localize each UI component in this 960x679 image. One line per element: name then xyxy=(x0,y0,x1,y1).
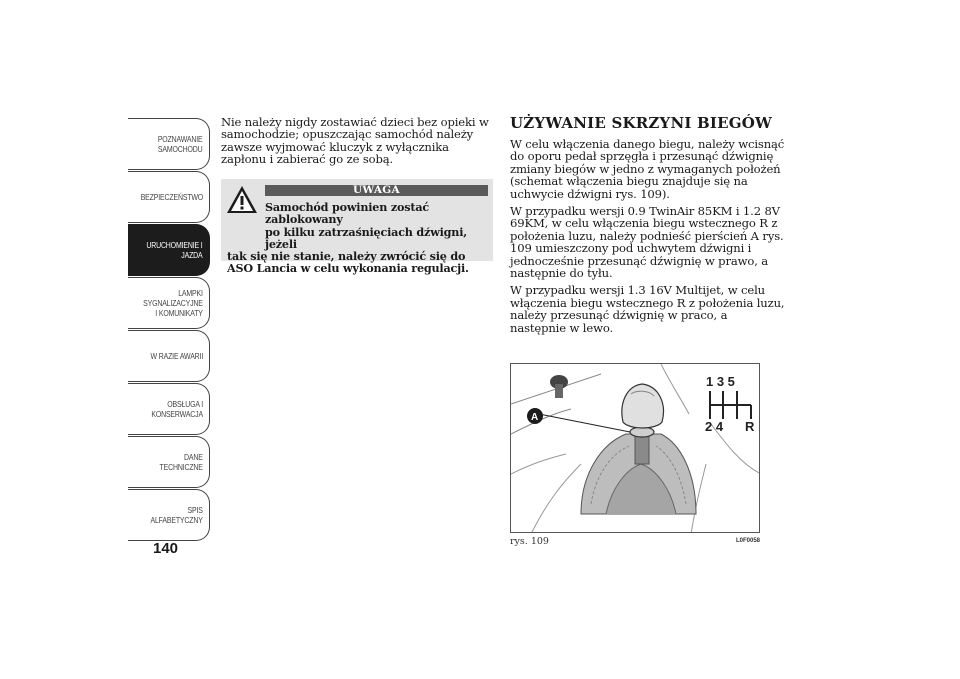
warning-title: UWAGA xyxy=(265,185,488,196)
tab-uruchomienie-i-jazda[interactable]: URUCHOMIENIE I JAZDA xyxy=(128,224,210,276)
gearbox-paragraph-3: W przypadku wersji 1.3 16V Multijet, w celu włączenia biegu wstecznego R z położenia luzu, należy przesunąć dźwignię w praco, a następnie w lewo. xyxy=(510,283,785,335)
gear-pattern-diagram xyxy=(710,391,751,419)
ring-a-label: A xyxy=(531,412,539,423)
tab-obsluga-i-konserwacja[interactable]: OBSŁUGA I KONSERWACJA xyxy=(128,383,210,435)
gearbox-paragraph-2: W przypadku wersji 0.9 TwinAir 85KM i 1.2 8V 69KM, w celu włączenia biegu wstecznego R z położenia luzu, należy podnieść pierścień A rys. 109 umieszczony pod uchwytem dźwigni i jednocześnie przesunąć dźwignię w prawo, a następnie do tyłu. xyxy=(510,204,784,281)
gearbox-instructions xyxy=(510,138,785,339)
warning-text: Samochód powinien zostać zablokowany po kilku zatrzaśnięciach dźwigni, jeżeli tak się nie stanie, należy zwrócić się do ASO Lancia w celu wykonania regulacji. xyxy=(227,200,469,276)
gear-lever-drawing xyxy=(511,364,760,533)
tab-spis-alfabetyczny[interactable]: SPIS ALFABETYCZNY xyxy=(128,489,210,541)
gear-reverse-label: R xyxy=(745,419,755,434)
child-safety-paragraph: Nie należy nigdy zostawiać dzieci bez opieki w samochodzie; opuszczając samochód należy zawsze wyjmować kluczyk z wyłącznika zapłonu i zabierać go ze sobą. xyxy=(221,115,489,167)
warning-box xyxy=(221,179,493,276)
tab-lampki-sygnalizacyjne[interactable]: LAMPKI SYGNALIZACYJNE I KOMUNIKATY xyxy=(128,277,210,329)
tab-poznawanie-samochodu[interactable]: POZNAWANIE SAMOCHODU xyxy=(128,118,210,170)
section-heading: UŻYWANIE SKRZYNI BIEGÓW xyxy=(510,114,773,132)
gear-lever-illustration xyxy=(510,363,760,533)
gear-top-label: 1 3 5 xyxy=(706,374,735,389)
tab-w-razie-awarii[interactable]: W RAZIE AWARII xyxy=(128,330,210,382)
page-number: 140 xyxy=(153,540,179,557)
gear-bottom-left-label: 2 4 xyxy=(705,419,724,434)
tab-bezpieczenstwo[interactable]: BEZPIECZEŃSTWO xyxy=(128,171,210,223)
gearbox-paragraph-1: W celu włączenia danego biegu, należy wcisnąć do oporu pedał sprzęgła i przesunąć dźwignię zmiany biegów w jedno z wymaganych położeń (schemat włączenia biegu znajduje się na uchwycie dźwigni rys. 109). xyxy=(510,137,785,201)
figure-caption: rys. 109 xyxy=(510,536,549,547)
figure-code: L0F0058 xyxy=(736,538,761,544)
tab-dane-techniczne[interactable]: DANE TECHNICZNE xyxy=(128,436,210,488)
